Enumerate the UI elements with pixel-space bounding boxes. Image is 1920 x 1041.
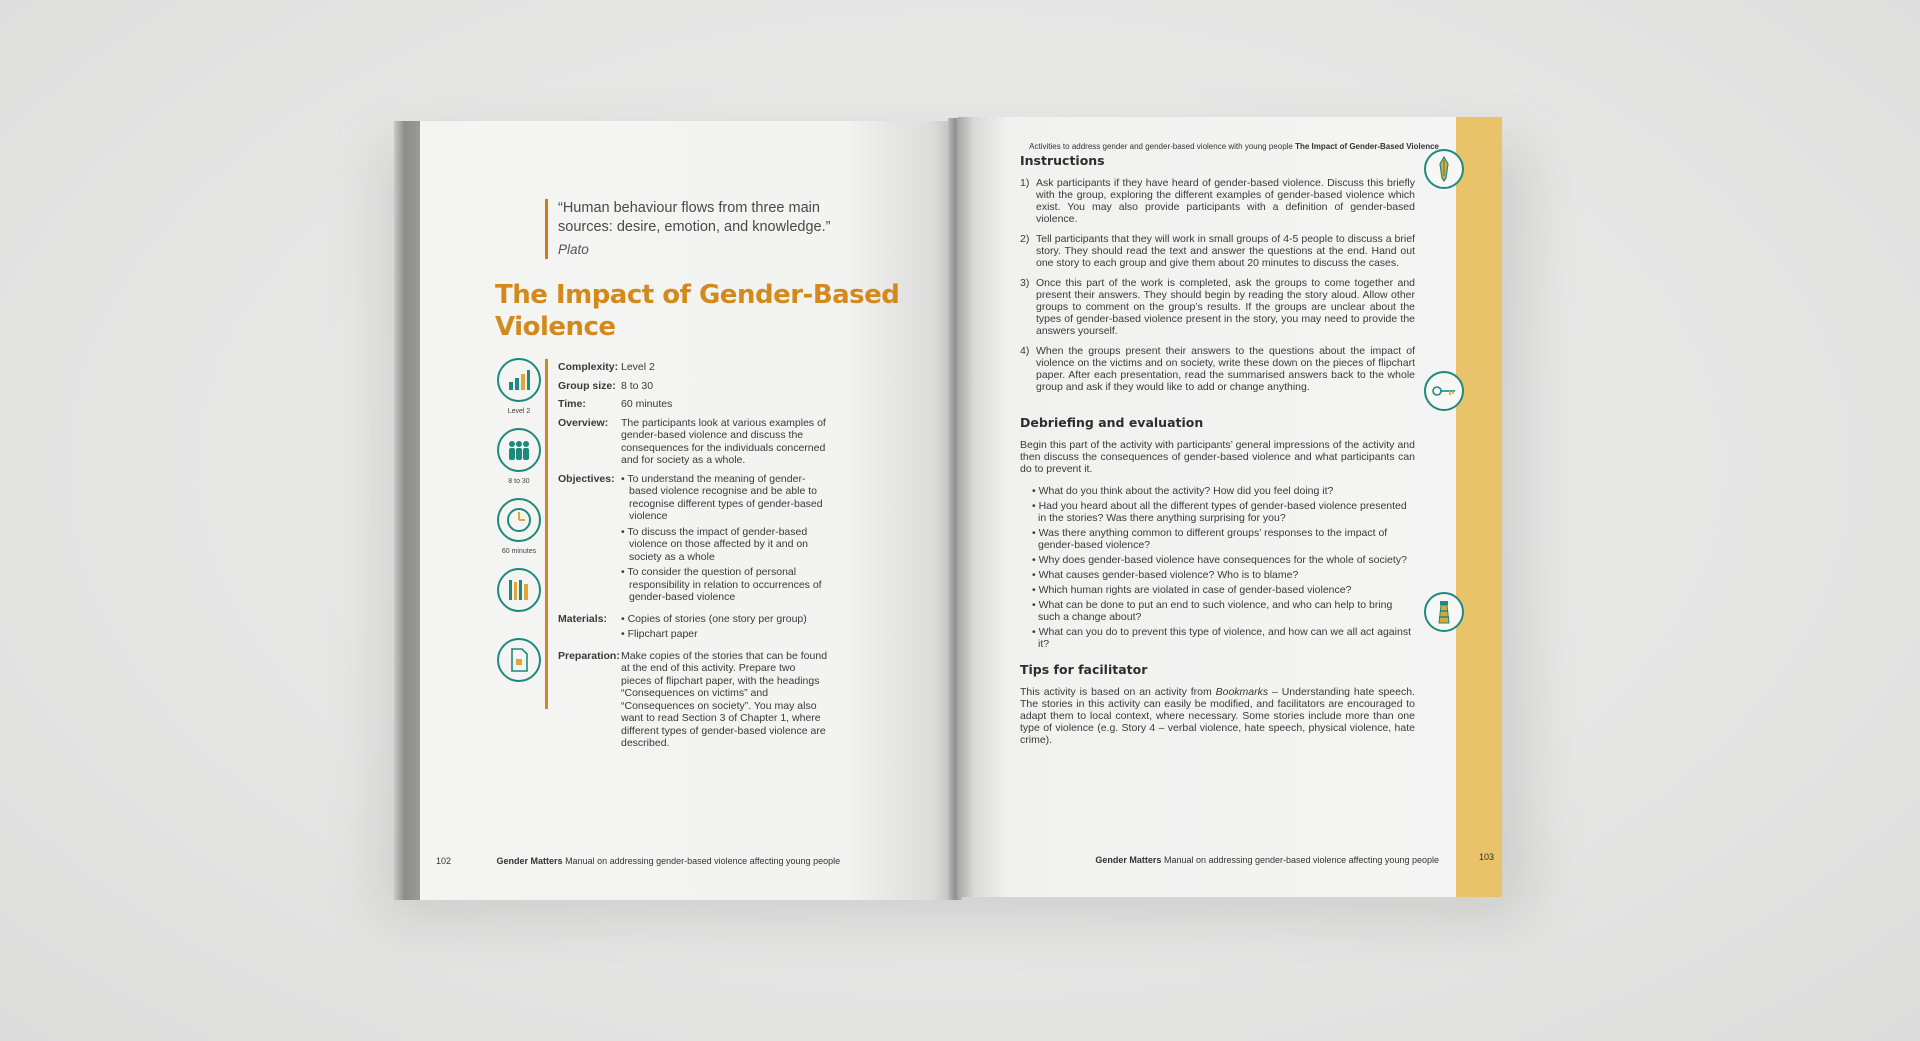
book-subtitle: Manual on addressing gender-based violence affecting young people — [565, 856, 841, 866]
objectives-row — [558, 473, 828, 607]
complexity-bars-icon — [497, 358, 541, 402]
list-item: • What can you do to prevent this type of violence, and how can we all act against it? — [1032, 626, 1415, 650]
quote-author: Plato — [558, 242, 589, 257]
book-title: Gender Matters — [1095, 855, 1162, 865]
time-label: Time: — [558, 398, 586, 410]
left-page — [394, 121, 956, 900]
group-people-icon — [497, 428, 541, 472]
preparation-label: Preparation: — [558, 649, 620, 662]
activity-info — [558, 361, 828, 756]
list-item — [1020, 177, 1415, 225]
debriefing-intro: Begin this part of the activity with participants’ general impressions of the activity and then discuss the consequences of gender-based violence and what participants can do to prevent it. — [1020, 439, 1415, 475]
step-text: Ask participants if they have heard of gender-based violence. Discuss this briefly with the group, exploring the different examples of gender-based violence which exist. You may also provide participants with a definition of gender-based violence. — [1036, 177, 1415, 225]
step-number: 3) — [1020, 277, 1030, 289]
right-content — [1020, 155, 1415, 756]
group-size-label: Group size: — [558, 379, 616, 392]
lighthouse-icon — [1424, 592, 1464, 632]
time-value: 60 minutes — [621, 398, 673, 410]
activity-title: The Impact of Gender-Based Violence — [495, 280, 900, 342]
materials-tools-icon — [497, 568, 541, 612]
quote-text: “Human behaviour flows from three main sources: desire, emotion, and knowledge.” — [558, 200, 831, 235]
overview-label: Overview: — [558, 416, 609, 429]
page-number: 102 — [436, 856, 452, 866]
activity-icons — [492, 358, 546, 708]
list-item — [1020, 277, 1415, 337]
preparation-row — [558, 650, 828, 750]
list-item: • Had you heard about all the different types of gender-based violence presented in the stories? Was there anything surprising for you? — [1032, 500, 1415, 524]
list-item: • What causes gender-based violence? Who is to blame? — [1032, 569, 1415, 581]
overview-value: The participants look at various examples of gender-based violence and discuss the consequences for the individuals concerned and for society as a whole. — [621, 416, 826, 466]
page-number: 103 — [1478, 852, 1494, 862]
step-number: 2) — [1020, 233, 1030, 245]
list-item: • What can be done to put an end to such violence, and who can help to bring such a change about? — [1032, 599, 1415, 623]
epigraph-quote — [545, 199, 868, 259]
page-stack-edge — [394, 121, 420, 900]
gold-side-bar — [1456, 117, 1502, 897]
icon-caption — [492, 618, 546, 628]
icon-caption: 60 minutes — [501, 548, 537, 555]
book-subtitle: Manual on addressing gender-based violence affecting young people — [1163, 855, 1439, 865]
time-block — [492, 498, 546, 558]
complexity-block — [492, 358, 546, 418]
objectives-label: Objectives: — [558, 472, 615, 485]
step-text: Once this part of the work is completed, ask the groups to come together and present their answers. They should begin by reading the story aloud. Allow other groups to comment on the group’s results. If the groups are unclear about the types of gender-based violence present in the story, you may need to provide the answers yourself. — [1036, 277, 1415, 337]
list-item: • Copies of stories (one story per group) — [621, 613, 828, 626]
right-page — [958, 117, 1502, 897]
group-size-block — [492, 428, 546, 488]
group-size-value: 8 to 30 — [621, 379, 654, 392]
icon-caption: 8 to 30 — [508, 478, 530, 485]
instructions-heading: Instructions — [1020, 153, 1105, 168]
tips-text: This activity is based on an activity from Bookmarks – Understanding hate speech. The stories in this activity can easily be modified, and facilitators are encouraged to adapt them to local context, where necessary. Some stories include more than one type of violence (e.g. Story 4 – verbal violence, hate speech, physical violence, hate crime). — [1020, 686, 1415, 746]
info-divider — [545, 359, 548, 709]
book-title: Gender Matters — [496, 856, 563, 866]
header-prefix: Activities to address gender and gender-based violence with young people — [1029, 142, 1293, 151]
step-text: Tell participants that they will work in small groups of 4-5 people to discuss a brief story. They should read the text and answer the questions at the end. Hand out one story to each group and give them about 20 minutes to discuss the cases. — [1036, 233, 1415, 269]
materials-list — [621, 613, 828, 641]
materials-label: Materials: — [558, 612, 608, 625]
time-row — [558, 398, 828, 411]
tips-heading: Tips for facilitator — [1020, 662, 1148, 677]
list-item: • To consider the question of personal responsibility in relation to occurrences of gender-based violence — [621, 566, 828, 604]
complexity-label: Complexity: — [558, 361, 619, 373]
materials-block — [492, 568, 546, 628]
list-item: • Was there anything common to different groups’ responses to the impact of gender-based violence? — [1032, 527, 1415, 551]
step-number: 4) — [1020, 345, 1030, 357]
list-item — [1020, 233, 1415, 269]
debriefing-questions — [1032, 485, 1415, 650]
list-item — [1020, 345, 1415, 393]
header-chapter: The Impact of Gender-Based Violence — [1295, 142, 1439, 151]
objectives-list — [621, 473, 828, 604]
icon-caption: Level 2 — [507, 408, 531, 415]
key-icon — [1424, 371, 1464, 411]
document-icon — [497, 638, 541, 682]
instructions-list — [1020, 177, 1415, 393]
list-item: • Why does gender-based violence have consequences for the whole of society? — [1032, 554, 1415, 566]
running-header — [1029, 142, 1439, 151]
preparation-block — [492, 638, 546, 698]
clock-icon — [497, 498, 541, 542]
debriefing-heading: Debriefing and evaluation — [1020, 415, 1204, 430]
complexity-row — [558, 361, 828, 374]
group-size-row — [558, 380, 828, 393]
materials-row — [558, 613, 828, 644]
preparation-value: Make copies of the stories that can be found at the end of this activity. Prepare two pieces of flipchart paper, with the headings “Consequences on victims” and “Consequences on society”. You may also want to read Section 3 of Chapter 1, where different types of gender-based violence are described. — [621, 649, 828, 749]
overview-row — [558, 417, 828, 467]
left-footer — [436, 856, 936, 866]
step-number: 1) — [1020, 177, 1030, 189]
list-item: • Flipchart paper — [621, 628, 828, 641]
icon-caption — [492, 688, 546, 698]
list-item: • To understand the meaning of gender-based violence recognise and be able to recognise different types of gender-based violence — [621, 473, 828, 523]
complexity-value: Level 2 — [621, 361, 655, 373]
right-footer — [1095, 855, 1439, 865]
list-item: • To discuss the impact of gender-based violence on those affected by it and on society as a whole — [621, 526, 828, 564]
list-item: • What do you think about the activity? How did you feel doing it? — [1032, 485, 1415, 497]
step-text: When the groups present their answers to the questions about the impact of violence on the victims and on society, write these down on the pieces of flipchart paper. After each presentation, read the summarised answers back to the whole group and ask if they would like to add or change anything. — [1036, 345, 1415, 393]
pencil-icon — [1424, 149, 1464, 189]
list-item: • Which human rights are violated in case of gender-based violence? — [1032, 584, 1415, 596]
